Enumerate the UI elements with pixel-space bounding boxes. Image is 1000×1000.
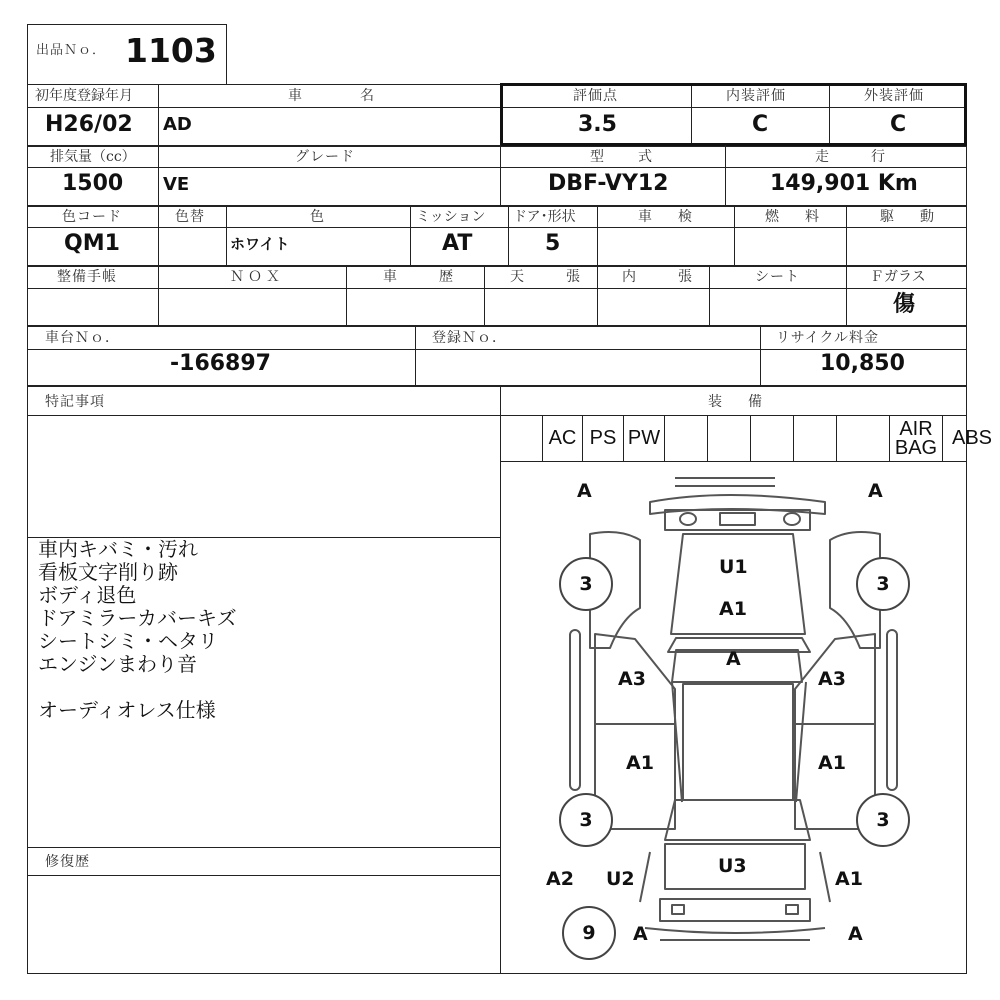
score-value: 3.5 [578,112,617,137]
car-name-value: AD [163,114,192,135]
equipment-cell [794,416,837,461]
car-diagram [500,462,967,974]
mark-rear-glass: U3 [718,855,747,877]
mark-rear-left-bumper-side: U2 [606,868,635,890]
door-label: ドア･形状 [513,209,576,225]
seat-label: シート [755,269,800,285]
transmission-value: AT [442,231,473,256]
equipment-cell [665,416,708,461]
first-registration-value: H26/02 [45,112,133,137]
mark-rear-right: A1 [835,868,863,890]
equipment-cell [624,416,665,461]
grade-value: VE [163,174,190,195]
mark-roof-top: U1 [719,556,748,578]
equipment-row [500,416,993,461]
mark-left-front-door: A3 [618,668,646,690]
equipment-cell [708,416,751,461]
mark-rear-left-quarter: A2 [546,868,574,890]
special-notes-list [38,538,493,722]
equipment-label: 装 備 [708,394,768,410]
front-right-tire-circle: 3 [856,557,910,611]
front-glass-label: Ｆガラス [870,269,926,285]
chassis-number-value: -166897 [170,351,271,376]
color-label: 色 [310,209,325,225]
equipment-item-label: ABS [951,427,993,449]
maintenance-book-label: 整備手帳 [57,269,117,285]
transmission-label: ミッション [416,209,486,225]
mark-left-rear-door: A1 [626,752,654,774]
front-left-tire-circle: 3 [559,557,613,611]
exterior-grade-label: 外装評価 [864,88,924,104]
color-value: ホワイト [230,235,290,253]
equipment-item-label: PS [589,427,617,449]
mark-right-front-door: A3 [818,668,846,690]
mileage-label: 走 行 [815,149,899,165]
lot-number: 1103 [125,31,217,70]
color-code-value: QM1 [64,231,120,256]
score-label: 評価点 [573,88,618,104]
car-history-label: 車 歴 [383,269,467,285]
displacement-label: 排気量（cc） [50,149,136,165]
recycle-fee-label: リサイクル料金 [776,330,880,346]
mark-front-right: A [868,480,883,502]
mark-rear-bumper-left: A [633,923,648,945]
equipment-cell [500,416,543,461]
mark-hood-rear: A [726,648,741,670]
interior-grade-value: C [752,112,769,137]
note-line: 車内キバミ・汚れ [38,537,198,561]
equipment-cell [583,416,624,461]
inner-trim-label: 内 張 [622,269,706,285]
equipment-cell [943,416,1000,461]
special-notes-label: 特記事項 [45,394,105,410]
displacement-value: 1500 [62,171,124,196]
inspection-label: 車 検 [638,209,698,225]
car-name-label: 車 名 [288,88,384,104]
note-line: シートシミ・ヘタリ [38,629,218,653]
note-line: オーディオレス仕様 [38,698,216,722]
chassis-number-label: 車台Ｎｏ． [45,330,120,346]
note-line: エンジンまわり音 [38,652,197,676]
mileage-value: 149,901 Km [770,171,918,196]
grade-label: グレード [295,149,355,165]
fuel-label: 燃 料 [765,209,825,225]
note-line: ドアミラーカバーキズ [38,606,237,630]
lot-label: 出品Ｎｏ． [36,43,107,58]
rear-right-tire-circle: 3 [856,793,910,847]
note-line [38,676,493,699]
interior-grade-label: 内装評価 [726,88,786,104]
note-line: ボディ退色 [38,583,137,607]
repair-history-label: 修復歴 [45,854,90,870]
equipment-cell [751,416,794,461]
recycle-fee-value: 10,850 [820,351,905,376]
equipment-cell [890,416,943,461]
first-registration-label: 初年度登録年月 [35,88,133,104]
mark-windshield: A1 [719,598,747,620]
rear-left-tire-circle: 3 [559,793,613,847]
equipment-cell [837,416,890,461]
equipment-item-label: AC [548,427,577,449]
model-code-value: DBF-VY12 [548,171,669,196]
equipment-item-label: AIR BAG [894,417,938,459]
mark-rear-bumper-right: A [848,923,863,945]
model-code-label: 型 式 [590,149,662,165]
equipment-cell [543,416,583,461]
exterior-grade-value: C [890,112,907,137]
drive-label: 駆 動 [880,209,940,225]
headliner-label: 天 張 [510,269,594,285]
front-glass-value: 傷 [893,291,916,317]
mark-front-left: A [577,480,592,502]
nox-label: ＮＯＸ [230,269,284,285]
note-line: 看板文字削り跡 [38,560,178,584]
registration-number-label: 登録Ｎｏ． [432,330,507,346]
color-code-label: 色コード [62,209,122,225]
repaint-label: 色替 [175,209,205,225]
equipment-item-label: PW [627,427,661,449]
door-value: 5 [545,231,561,256]
mark-right-rear-door: A1 [818,752,846,774]
spare-tire-circle: 9 [562,906,616,960]
